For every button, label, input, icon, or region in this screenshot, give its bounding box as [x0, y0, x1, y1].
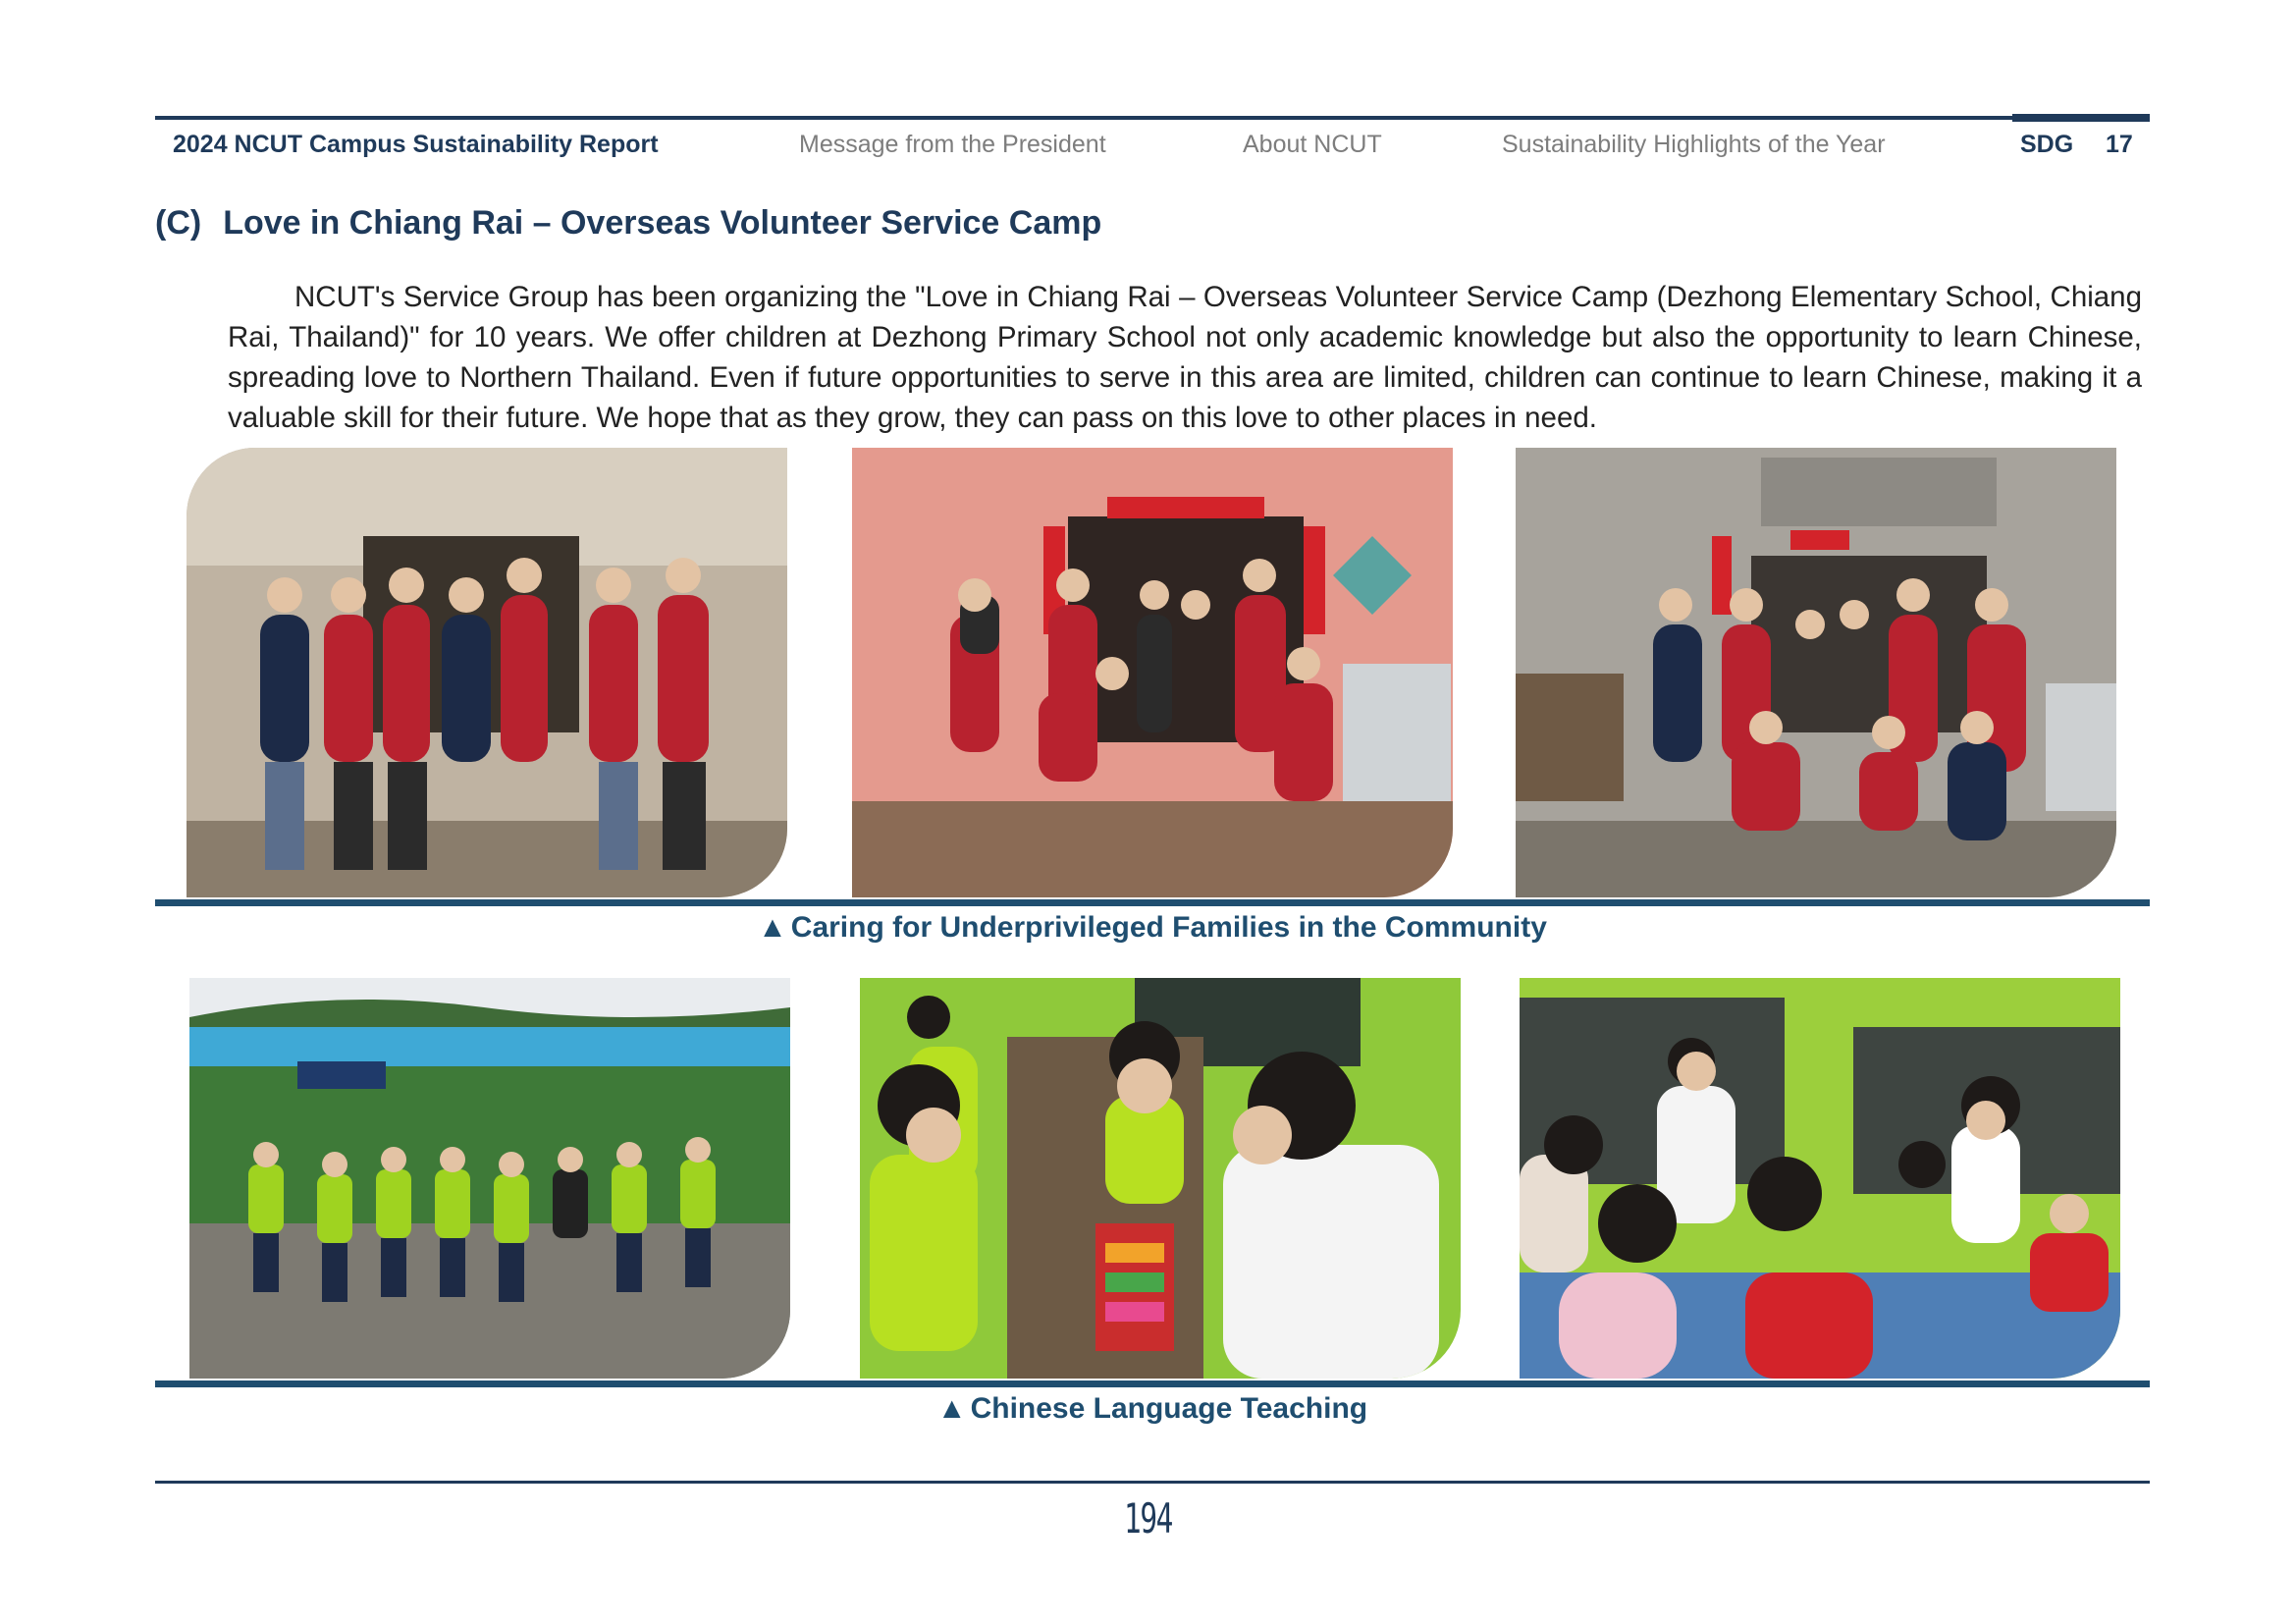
- nav-about-ncut[interactable]: About NCUT: [1243, 131, 1382, 158]
- sdg-number: 17: [2106, 131, 2133, 158]
- header-top-rule: [155, 116, 2150, 120]
- photo-children-outdoor-exercise: [189, 978, 790, 1379]
- caption-rule-teaching: [155, 1380, 2150, 1387]
- footer-rule: [155, 1481, 2150, 1484]
- section-label: (C): [155, 204, 202, 242]
- page-number: 194: [1124, 1494, 1172, 1543]
- nav-message-from-president[interactable]: Message from the President: [799, 131, 1106, 158]
- photo-group-wooden-house: [187, 448, 787, 897]
- photo-classroom-raised-hands: [1520, 978, 2120, 1379]
- caption-rule-community: [155, 899, 2150, 906]
- caption-teaching: [155, 1392, 2150, 1426]
- section-heading: [155, 204, 1101, 243]
- header-accent-bar: [2012, 114, 2150, 122]
- triangle-icon: ▲: [936, 1392, 967, 1425]
- sdg-label: SDG: [2020, 131, 2074, 158]
- section-title: Love in Chiang Rai – Overseas Volunteer Service Camp: [223, 204, 1102, 242]
- caption-community-text: Caring for Underprivileged Families in the Community: [790, 911, 1547, 944]
- caption-community: [155, 911, 2150, 945]
- nav-sustainability-highlights[interactable]: Sustainability Highlights of the Year: [1502, 131, 1886, 158]
- photo-group-concrete-house: [1516, 448, 2116, 897]
- section-body-text: NCUT's Service Group has been organizing the "Love in Chiang Rai – Overseas Volunteer Service Camp (Dezhong Elementary School, Chiang Rai, Thailand)" for 10 years. We offer children at Dezhong Primary School not only academic knowledge but also the opportunity to learn Chinese, spreading love to Northern Thailand. Even if future opportunities to serve in this area are limited, children can continue to learn Chinese, making it a valuable skill for their future. We hope that as they grow, they can pass on this love to other places in need.: [228, 281, 2142, 434]
- page-header: [155, 122, 2150, 167]
- report-title: 2024 NCUT Campus Sustainability Report: [173, 131, 659, 158]
- caption-teaching-text: Chinese Language Teaching: [970, 1392, 1368, 1425]
- triangle-icon: ▲: [758, 911, 787, 944]
- photo-group-pink-room: [852, 448, 1453, 897]
- photo-children-craft-activity: [860, 978, 1461, 1379]
